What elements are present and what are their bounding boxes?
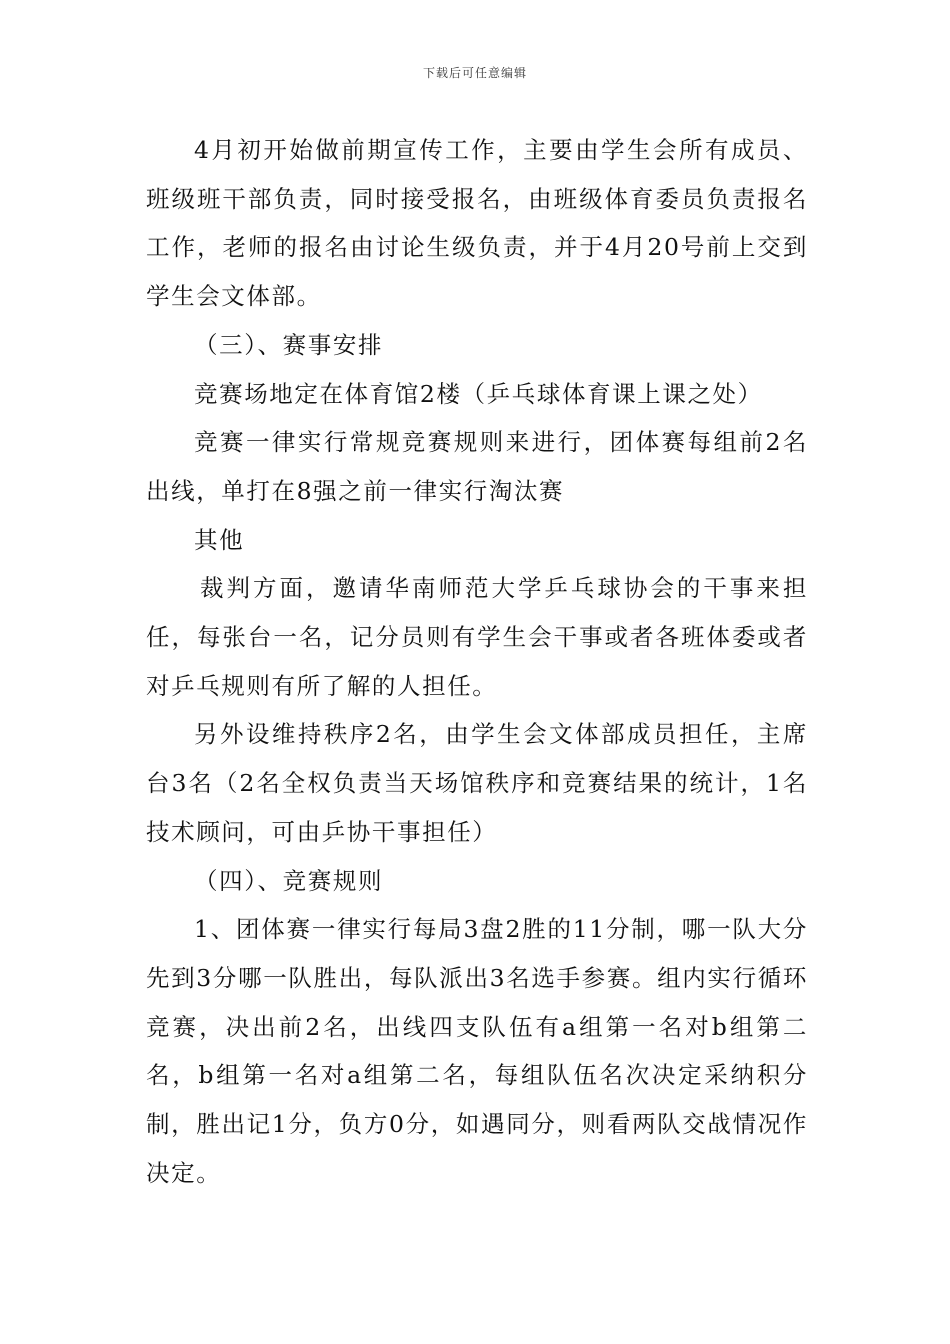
paragraph-other-heading: 其他 [194,525,245,554]
paragraph-staff: 另外设维持秩序2名，由学生会文体部成员担任，主席台3名（2名全权负责当天场馆秩序和竞赛结果的统计，1名技术顾问，可由乒协干事担任） [146,720,808,846]
section-heading-schedule: （三）、赛事安排 [194,330,384,359]
paragraph-team-rules: 1、团体赛一律实行每局3盘2胜的11分制，哪一队大分先到3分哪一队胜出，每队派出3名选手参赛。组内实行循环竞赛，决出前2名，出线四支队伍有a组第一名对b组第二名，b组第一名对a组第二名，每组队伍名次决定采纳积分制，胜出记1分，负方0分，如遇同分，则看两队交战情况作决定。 [146,915,808,1187]
section-heading-rules: （四）、竞赛规则 [194,866,384,895]
paragraph-venue: 竞赛场地定在体育馆2楼（乒乓球体育课上课之处） [194,379,763,408]
page-header: 下载后可任意编辑 [422,66,527,80]
paragraph-referees: 裁判方面，邀请华南师范大学乒乓球协会的干事来担任，每张台一名，记分员则有学生会干事或者各班体委或者对乒乓规则有所了解的人担任。 [146,574,808,700]
document-body [146,126,808,1197]
paragraph-publicity: 4月初开始做前期宣传工作，主要由学生会所有成员、班级班干部负责，同时接受报名，由班级体育委员负责报名工作，老师的报名由讨论生级负责，并于4月20号前上交到学生会文体部。 [146,136,808,311]
paragraph-competition-format: 竞赛一律实行常规竞赛规则来进行，团体赛每组前2名出线，单打在8强之前一律实行淘汰赛 [146,428,808,505]
